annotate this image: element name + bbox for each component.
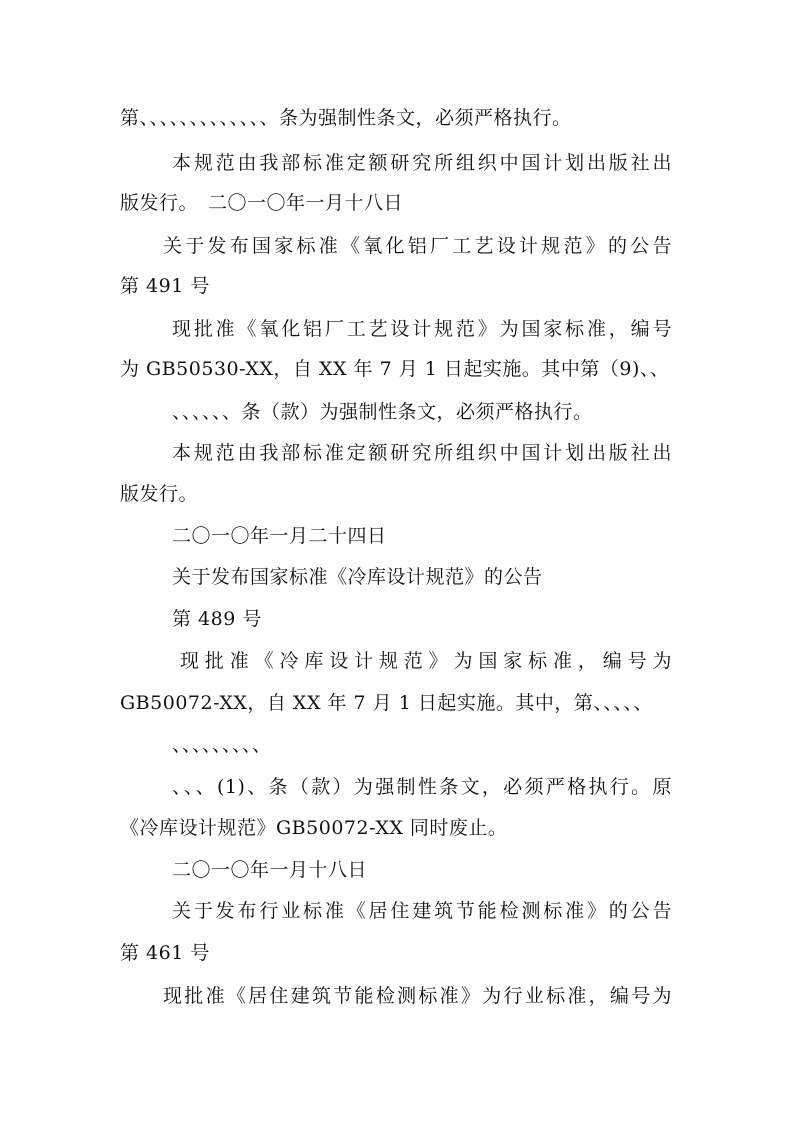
text-line: 版发行。 二〇一〇年一月十八日 <box>120 192 404 214</box>
notice-number: 第 491 号 <box>120 275 210 297</box>
notice-number: 第 489 号 <box>172 608 262 630</box>
text-line: 现批准《居住建筑节能检测标准》为行业标准，编号为 <box>163 985 672 1007</box>
text-line: 现批准《氧化铝厂工艺设计规范》为国家标准，编号 <box>172 318 672 340</box>
text-line: 本规范由我部标准定额研究所组织中国计划出版社出 <box>172 442 672 464</box>
text-line: 、、、(1)、条（款）为强制性条文，必须严格执行。原 <box>172 776 672 798</box>
notice-title: 关于发布国家标准《氧化铝厂工艺设计规范》的公告 <box>163 235 672 257</box>
text-line: 、、、、、、、、、 <box>172 734 272 756</box>
text-line: 现批准《冷库设计规范》为国家标准，编号为 <box>180 650 672 672</box>
text-line: 、、、、、、条（款）为强制性条文，必须严格执行。 <box>172 401 593 423</box>
text-line: 为 GB50530-XX，自 XX 年 7 月 1 日起实施。其中第（9)、、 <box>120 358 670 380</box>
text-line: 第、、、、、、、、、、、、、条为强制性条文，必须严格执行。 <box>120 107 572 129</box>
text-line: 《冷库设计规范》GB50072-XX 同时废止。 <box>120 817 508 839</box>
date-line: 二〇一〇年一月二十四日 <box>172 525 387 547</box>
notice-title: 关于发布国家标准《冷库设计规范》的公告 <box>172 566 543 588</box>
text-line: GB50072-XX，自 XX 年 7 月 1 日起实施。其中，第、、、、、 <box>120 692 653 714</box>
notice-title: 关于发布行业标准《居住建筑节能检测标准》的公告 <box>172 900 672 922</box>
date-line: 二〇一〇年一月十八日 <box>172 859 368 881</box>
notice-number: 第 461 号 <box>120 942 210 964</box>
text-line: 本规范由我部标准定额研究所组织中国计划出版社出 <box>172 152 672 174</box>
text-line: 版发行。 <box>120 483 199 505</box>
